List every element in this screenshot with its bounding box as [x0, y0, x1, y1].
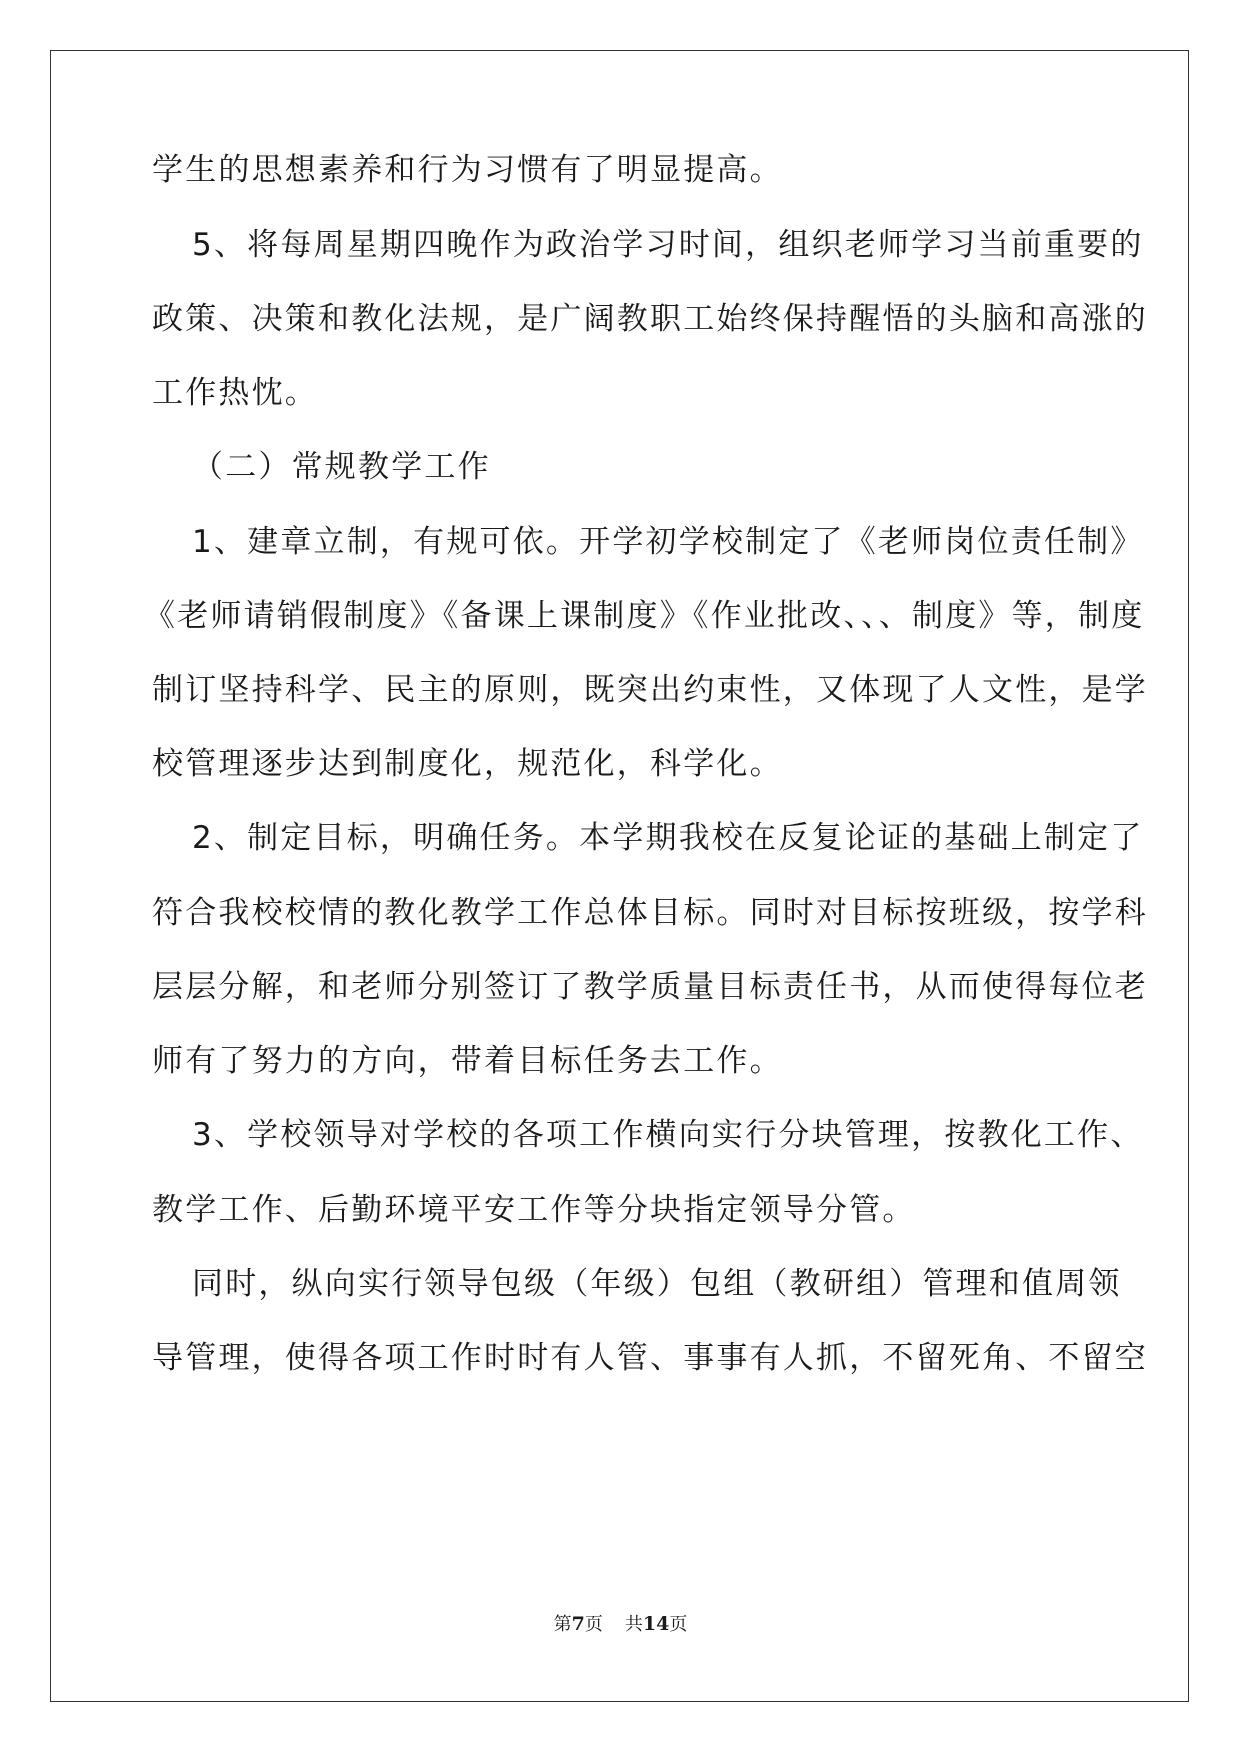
- text-line: 3、学校领导对学校的各项工作横向实行分块管理，按教化工作、: [192, 1117, 1144, 1153]
- text-line: 《老师请销假制度》《备课上课制度》《作业批改、、、制度》等，制度: [144, 598, 1145, 634]
- total-pages-number: 14: [642, 1613, 670, 1635]
- text-line: 1、建章立制，有规可依。开学初学校制定了《老师岗位责任制》: [192, 524, 1144, 560]
- text-line: 符合我校校情的教化教学工作总体目标。同时对目标按班级，按学科: [152, 895, 1148, 931]
- total-suffix: 页: [669, 1614, 688, 1635]
- page-border: [50, 50, 1189, 1702]
- text-line: 2、制定目标，明确任务。本学期我校在反复论证的基础上制定了: [192, 820, 1144, 856]
- text-line: 导管理，使得各项工作时时有人管、事事有人抓，不留死角、不留空: [152, 1340, 1148, 1376]
- text-line: 层层分解，和老师分别签订了教学质量目标责任书，从而使得每位老: [152, 969, 1148, 1005]
- text-line: 校管理逐步达到制度化，规范化，科学化。: [152, 746, 783, 782]
- current-page-number: 7: [571, 1613, 585, 1635]
- text-line: 政策、决策和教化法规，是广阔教职工始终保持醒悟的头脑和高涨的: [152, 301, 1148, 337]
- text-line: 工作热忱。: [152, 375, 318, 411]
- page-footer: [0, 1612, 1241, 1637]
- text-line: 同时，纵向实行领导包级（年级）包组（教研组）管理和值周领: [192, 1266, 1122, 1302]
- text-line: 学生的思想素养和行为习惯有了明显提高。: [152, 152, 783, 188]
- text-line: 师有了努力的方向，带着目标任务去工作。: [152, 1043, 783, 1079]
- total-prefix: 共: [624, 1614, 643, 1635]
- text-line: 5、将每周星期四晚作为政治学习时间，组织老师学习当前重要的: [192, 227, 1144, 263]
- section-heading: （二）常规教学工作: [192, 449, 491, 485]
- text-line: 制订坚持科学、民主的原则，既突出约束性，又体现了人文性，是学: [152, 672, 1148, 708]
- text-line: 教学工作、后勤环境平安工作等分块指定领导分管。: [152, 1192, 916, 1228]
- page-prefix: 第: [553, 1614, 572, 1635]
- page-suffix: 页: [584, 1614, 603, 1635]
